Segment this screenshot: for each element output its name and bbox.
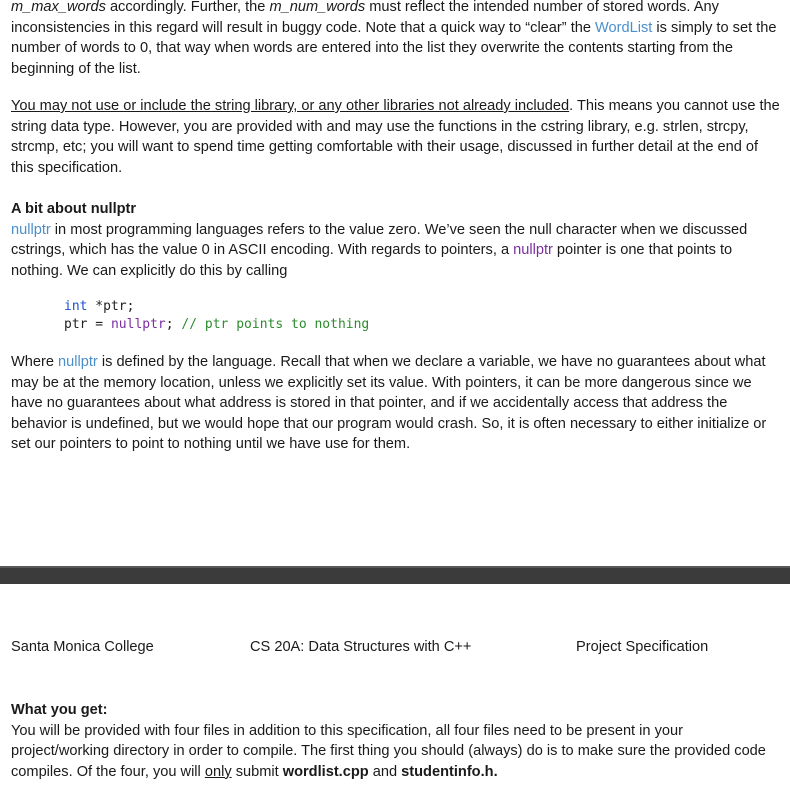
paragraph-library-restriction (11, 96, 781, 178)
emphasis-only: only (204, 763, 232, 780)
paragraph-nullptr-explanation (11, 352, 781, 455)
text-run: is defined by the language. Recall that when we declare a variable, we have no guarantees about what may be at the memory location, unless we explicitly set its value. With pointers, it can be more dangerous since we have no guarantees about what address is stored in that pointer, and if we accidentally access that address the behavior is undefined, but we would hope that our program would crash. So, it is often necessary to either initialize or set our pointers to point to nothing until we have use for them. (11, 354, 767, 452)
var-num-words: m_num_words (269, 0, 366, 15)
header-college: Santa Monica College (11, 639, 154, 655)
paragraph-text (11, 721, 781, 783)
file-wordlist-cpp: wordlist.cpp (282, 763, 369, 780)
file-studentinfo-h: studentinfo.h. (401, 763, 498, 780)
wordlist-term: WordList (595, 19, 653, 36)
section-what-you-get (11, 700, 781, 782)
text-run: pointer is one that points to nothing. We can explicitly do this by calling (11, 242, 733, 279)
text-run: must reflect the intended number of stored words. Any inconsistencies in this regard will result in buggy code. Note that a quick way to “clear” the (11, 0, 719, 36)
code-line (64, 316, 369, 334)
code-keyword: nullptr (110, 317, 166, 332)
code-line (64, 298, 369, 316)
restriction-underlined: You may not use or include the string library, or any other libraries not already included (11, 98, 570, 114)
code-text: ; (165, 317, 182, 332)
nullptr-term: nullptr (513, 242, 553, 258)
paragraph-text (11, 220, 781, 282)
paragraph-text (11, 0, 781, 79)
paragraph-wordlist-counts (11, 0, 781, 79)
paragraph-text (11, 96, 781, 178)
section-nullptr (11, 199, 781, 281)
text-run: You will be provided with four files in addition to this specification, all four files need to be present in your project/working directory in order to compile. The first thing you should (always) do is to make sure the provided code compiles. Of the four, you will (11, 722, 766, 780)
nullptr-term: nullptr (58, 354, 98, 370)
paragraph-text (11, 352, 781, 455)
text-run: is simply to set the number of words to 0, that way when words are entered into the list they overwrite the contents starting from the beginning of the list. (11, 19, 777, 77)
section-heading: A bit about nullptr (11, 201, 137, 217)
text-run: Where (11, 354, 59, 370)
text-run: . This means you cannot use the string data type. However, you are provided with and may use the functions in the cstring library, e.g. strlen, strcpy, strcmp, etc; you will want to spend time getting comfortable with their usage, discussed in further detail at the end of this specification. (11, 98, 780, 176)
code-text: *ptr; (87, 299, 135, 314)
header-doc-type: Project Specification (576, 639, 709, 655)
header-course: CS 20A: Data Structures with C++ (250, 639, 472, 655)
text-run: accordingly. Further, the (105, 0, 270, 15)
section-heading: What you get: (11, 702, 108, 718)
var-max-words: m_max_words (11, 0, 106, 15)
code-comment: // ptr points to nothing (181, 317, 370, 332)
nullptr-term: nullptr (11, 221, 51, 238)
text-run: and (368, 763, 402, 780)
page-divider (0, 566, 790, 584)
code-text: ptr = (64, 317, 111, 332)
code-block (64, 298, 369, 334)
text-run: submit (231, 763, 283, 780)
text-run: in most programming languages refers to the value zero. We’ve seen the null character when we discussed cstrings, which has the value 0 in ASCII encoding. With regards to pointers, a (11, 221, 748, 258)
code-keyword: int (64, 299, 88, 314)
